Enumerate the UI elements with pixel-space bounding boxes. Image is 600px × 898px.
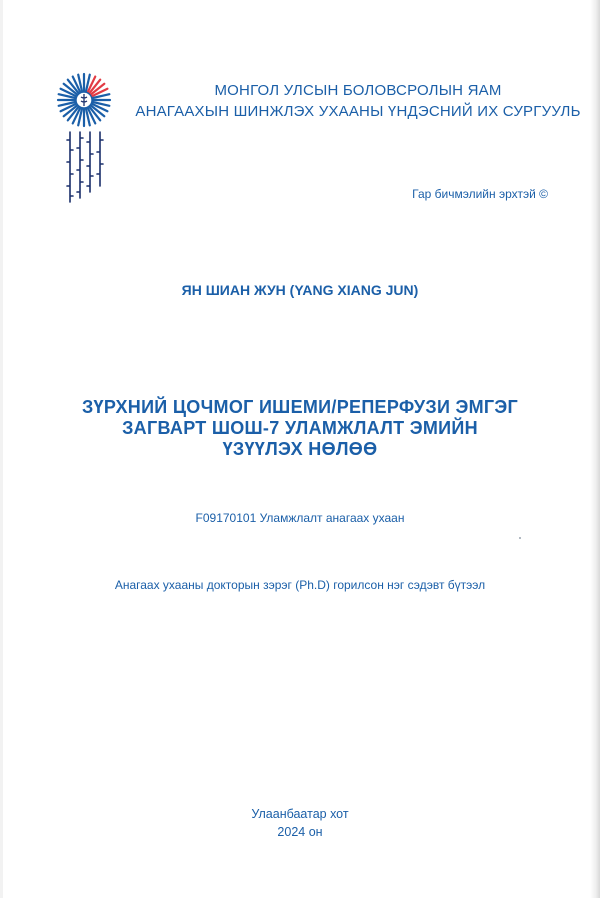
city: Улаанбаатар хот	[251, 807, 349, 821]
university-emblem-icon	[52, 70, 116, 210]
place-and-year	[0, 805, 600, 841]
university-name: АНАГААХЫН ШИНЖЛЭХ УХААНЫ ҮНДЭСНИЙ ИХ СУРГУУЛЬ	[135, 103, 581, 120]
title-line-2: ЗАГВАРТ ШОШ-7 УЛАМЖЛАЛТ ЭМИЙН	[122, 418, 478, 438]
copyright-notice: Гар бичмэлийн эрхтэй ©	[412, 187, 548, 201]
scan-speck	[519, 537, 521, 539]
thesis-title	[0, 397, 600, 460]
ministry-name: МОНГОЛ УЛСЫН БОЛОВСРОЛЫН ЯАМ	[214, 82, 502, 99]
institution-header	[128, 80, 588, 122]
title-line-1: ЗҮРХНИЙ ЦОЧМОГ ИШЕМИ/РЕПЕРФУЗИ ЭМГЭГ	[81, 397, 519, 417]
degree-statement: Анагаах ухааны докторын зэрэг (Ph.D) горилсон нэг сэдэвт бүтээл	[114, 578, 486, 592]
specialty-code: F09170101 Уламжлалт анагаах ухаан	[195, 511, 405, 525]
author-name: ЯН ШИАН ЖУН (YANG XIANG JUN)	[181, 282, 419, 298]
title-line-3: ҮЗҮҮЛЭХ НӨЛӨӨ	[222, 439, 378, 459]
year: 2024 он	[277, 825, 323, 839]
